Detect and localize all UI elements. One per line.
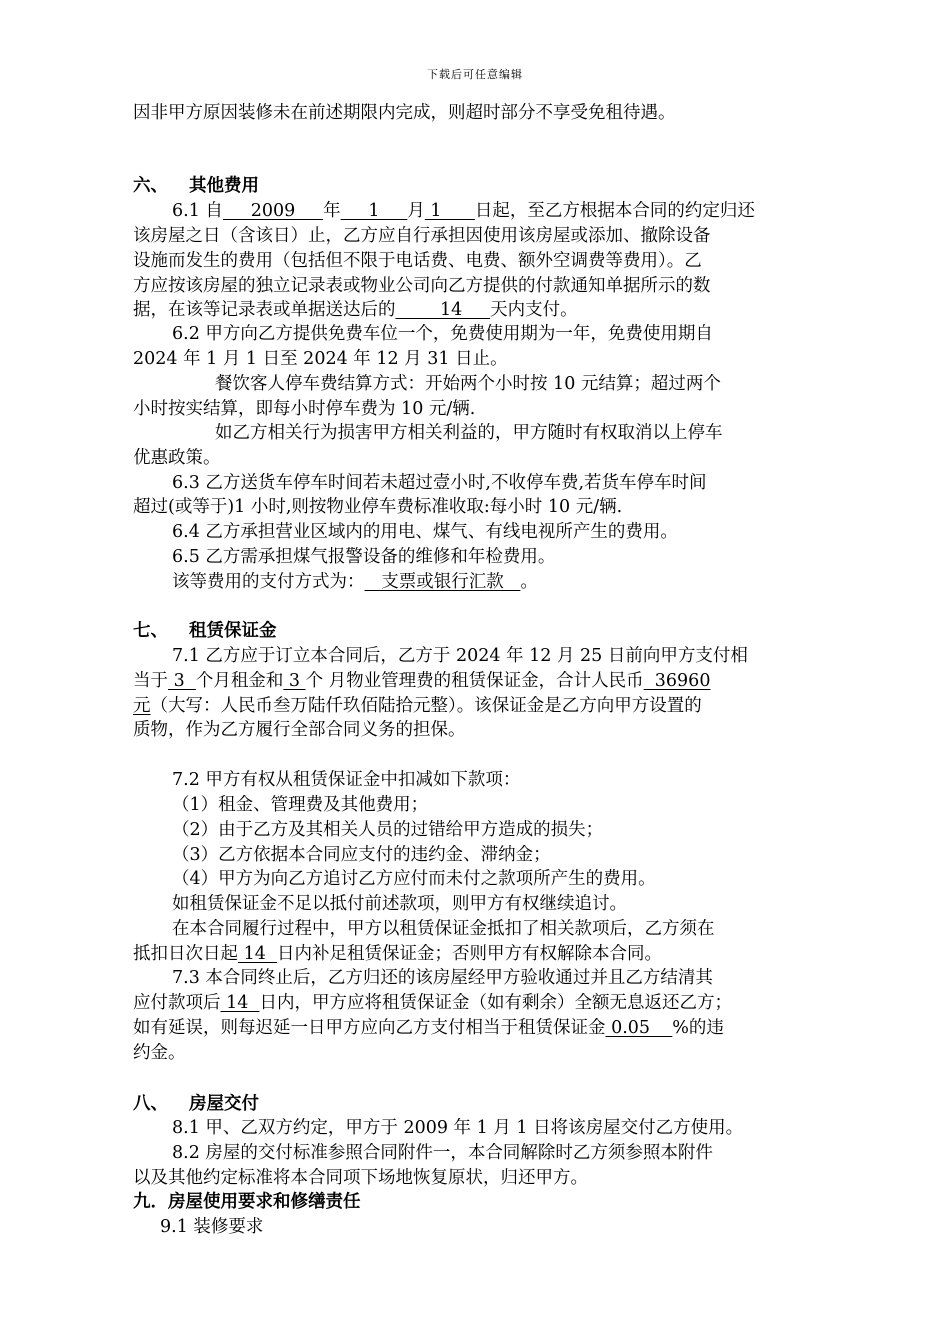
- blank-deposit-amount: 36960: [643, 671, 711, 691]
- paragraph-line: [133, 1016, 724, 1040]
- text-run: 。: [520, 572, 538, 592]
- section-number: 七、: [133, 621, 168, 641]
- paragraph-line: [133, 942, 662, 966]
- text-run: 年: [323, 201, 341, 221]
- section-number: 六、: [133, 176, 168, 196]
- blank-payment-method: 支票或银行汇款: [364, 572, 521, 592]
- payment-method-line: [172, 570, 538, 594]
- paragraph-line: [133, 298, 578, 322]
- clause-6-5-line: 6.5 乙方需承担煤气报警设备的维修和年检费用。: [172, 547, 556, 567]
- clause-7-1-line: 7.1 乙方应于订立本合同后，乙方于 2024 年 12 月 25 日前向甲方支付相: [172, 646, 748, 666]
- clause-6-1-line: [172, 199, 755, 223]
- blank-rent-months: 3: [168, 671, 196, 691]
- page-header: 下载后可任意编辑: [427, 68, 523, 81]
- section-heading-9: 九．房屋使用要求和修缮责任: [133, 1192, 361, 1212]
- paragraph-line: 2024 年 1 月 1 日至 2024 年 12 月 31 日止。: [133, 349, 508, 369]
- clause-7-2-line: 7.2 甲方有权从租赁保证金中扣减如下款项：: [172, 770, 521, 790]
- clause-8-2-line: 8.2 房屋的交付标准参照合同附件一，本合同解除时乙方须参照本附件: [172, 1143, 713, 1163]
- text-run: 该等费用的支付方式为：: [172, 572, 365, 592]
- amount-unit: 元: [133, 696, 151, 716]
- section-title: 房屋交付: [189, 1094, 259, 1114]
- paragraph-line: 优惠政策。: [133, 448, 221, 468]
- section-heading-8: [133, 1092, 259, 1116]
- section-number: 八、: [133, 1094, 168, 1114]
- paragraph-line: 以及其他约定标准将本合同项下场地恢复原状，归还甲方。: [133, 1168, 588, 1188]
- section-heading-7: [133, 619, 277, 643]
- clause-7-3-line: 7.3 本合同终止后，乙方归还的该房屋经甲方验收通过并且乙方结清其: [172, 968, 713, 988]
- paragraph-line: 在本合同履行过程中，甲方以租赁保证金抵扣了相关款项后，乙方须在: [172, 919, 715, 939]
- paragraph-line: 小时按实结算，即每小时停车费为 10 元/辆.: [133, 399, 476, 419]
- section-title: 其他费用: [189, 176, 259, 196]
- list-item: （4）甲方为向乙方追讨乙方应付而未付之款项所产生的费用。: [172, 869, 656, 889]
- text-run: 日起，至乙方根据本合同的约定归还: [474, 201, 755, 221]
- text-run: 天内支付。: [490, 300, 578, 320]
- list-item: （2）由于乙方及其相关人员的过错给甲方造成的损失；: [172, 820, 604, 840]
- text-run: 月: [407, 201, 425, 221]
- text-run: 抵扣日次日起: [133, 944, 238, 964]
- text-run: 个 月物业管理费的租赁保证金，合计人民币: [305, 671, 644, 691]
- paragraph-line: 质物，作为乙方履行全部合同义务的担保。: [133, 720, 466, 740]
- blank-day: 1: [424, 201, 475, 221]
- clause-8-1-line: 8.1 甲、乙双方约定，甲方于 2009 年 1 月 1 日将该房屋交付乙方使用。: [172, 1118, 744, 1138]
- blank-month: 1: [340, 201, 408, 221]
- text-run: 日内，甲方应将租赁保证金（如有剩余）全额无息返还乙方；: [259, 993, 732, 1013]
- blank-days: 14: [395, 300, 491, 320]
- paragraph-line: 方应按该房屋的独立记录表或物业公司向乙方提供的付款通知单据所示的数: [133, 276, 711, 296]
- blank-replenish-days: 14: [238, 944, 277, 964]
- clause-9-1-line: 9.1 装修要求: [160, 1217, 264, 1237]
- paragraph-line: 超过(或等于)1 小时,则按物业停车费标准收取:每小时 10 元/辆.: [133, 497, 623, 517]
- paragraph-line: 该房屋之日（含该日）止，乙方应自行承担因使用该房屋或添加、撤除设备: [133, 226, 711, 246]
- paragraph-line: 如租赁保证金不足以抵付前述款项，则甲方有权继续追讨。: [172, 894, 627, 914]
- list-item: （1）租金、管理费及其他费用；: [172, 795, 429, 815]
- paragraph-line: 餐饮客人停车费结算方式：开始两个小时按 10 元结算；超过两个: [215, 374, 721, 394]
- paragraph-line: 设施而发生的费用（包括但不限于电话费、电费、额外空调费等费用）。乙: [133, 251, 702, 271]
- blank-penalty-rate: 0.05: [605, 1018, 673, 1038]
- blank-fee-months: 3: [283, 671, 306, 691]
- text-run: 据，在该等记录表或单据送达后的: [133, 300, 396, 320]
- paragraph-line: [133, 991, 732, 1015]
- list-item: （3）乙方依据本合同应支付的违约金、滞纳金；: [172, 845, 551, 865]
- text-run: 如有延误，则每迟延一日甲方应向乙方支付相当于租赁保证金: [133, 1018, 606, 1038]
- paragraph-line: [133, 669, 710, 693]
- blank-year: 2009: [222, 201, 324, 221]
- text-run: 日内补足租赁保证金；否则甲方有权解除本合同。: [276, 944, 662, 964]
- text-run: （大写：人民币叁万陆仟玖佰陆拾元整）。该保证金是乙方向甲方设置的: [150, 696, 702, 716]
- text-run: 应付款项后: [133, 993, 221, 1013]
- paragraph-line: 因非甲方原因装修未在前述期限内完成，则超时部分不享受免租待遇。: [133, 103, 676, 123]
- text-run: %的违: [672, 1018, 724, 1038]
- paragraph-line: [133, 694, 702, 718]
- text-run: 当于: [133, 671, 168, 691]
- text-run: 个月租金和: [195, 671, 284, 691]
- section-heading-6: [133, 174, 259, 198]
- paragraph-line: 如乙方相关行为损害甲方相关利益的，甲方随时有权取消以上停车: [215, 423, 723, 443]
- paragraph-line: 约金。: [133, 1043, 186, 1063]
- blank-return-days: 14: [220, 993, 260, 1013]
- clause-6-3-line: 6.3 乙方送货车停车时间若未超过壹小时,不收停车费,若货车停车时间: [172, 473, 707, 493]
- clause-6-4-line: 6.4 乙方承担营业区域内的用电、煤气、有线电视所产生的费用。: [172, 522, 678, 542]
- clause-6-2-line: 6.2 甲方向乙方提供免费车位一个，免费使用期为一年，免费使用期自: [172, 324, 713, 344]
- text-run: 6.1 自: [172, 201, 223, 221]
- section-title: 租赁保证金: [189, 621, 277, 641]
